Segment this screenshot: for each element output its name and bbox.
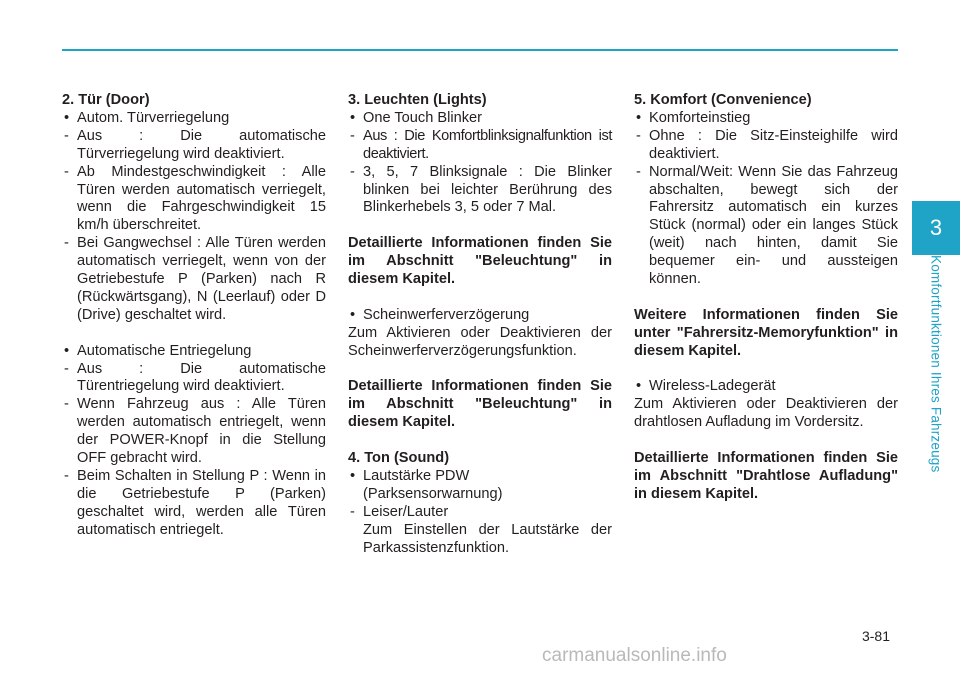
lock-option: - Aus : Die automatische Türverriegelung wird deaktiviert. (62, 128, 326, 164)
details-note: Weitere Informationen finden Sie unter "Fahrersitz-Memoryfunktion" in diesem Kapitel. (634, 306, 898, 359)
section-title-sound: 4. Ton (Sound) (348, 450, 450, 467)
bullet-pdw-volume: • Lautstärke PDW (Parksensorwarnung) (348, 468, 612, 504)
details-note: Detaillierte Informationen finden Sie im Abschnitt "Beleuchtung" in diesem Kapitel. (348, 378, 612, 431)
details-note: Detaillierte Informationen finden Sie im Abschnitt "Beleuchtung" in diesem Kapitel. (348, 235, 612, 288)
bullet-auto-lock: • Autom. Türverriegelung (62, 110, 326, 128)
bullet-one-touch-blinker: • One Touch Blinker (348, 110, 612, 128)
headlamp-text: Zum Aktivieren oder Deaktivieren der Scheinwerferverzögerungsfunktion. (348, 324, 612, 359)
column-3 (634, 92, 898, 504)
chapter-title: Komfortfunktionen Ihres Fahrzeugs (928, 255, 944, 473)
details-note: Detaillierte Informationen finden Sie im Abschnitt "Drahtlose Aufladung" in diesem Kapitel. (634, 450, 898, 502)
blinker-option: - Aus : Die Komfortblinksignalfunktion ist deaktiviert. (348, 128, 612, 164)
blinker-option: - 3, 5, 7 Blinksignale : Die Blinker blinken bei leichter Berührung des Blinkerhebels 3, 5 oder 7 Mal. (348, 164, 612, 218)
header-rule (62, 49, 898, 51)
page-number: 3-81 (861, 628, 890, 644)
bullet-comfort-entry: • Komforteinstieg (634, 110, 898, 128)
unlock-option: - Beim Schalten in Stellung P : Wenn in die Getriebestufe P (Parken) geschaltet wird, werden alle Türen automatisch entriegelt. (62, 468, 326, 540)
column-2 (348, 92, 612, 558)
unlock-option: - Wenn Fahrzeug aus : Alle Türen werden automatisch entriegelt, wenn der POWER-Knopf in die Stellung OFF gebracht wird. (62, 396, 326, 468)
section-title-convenience: 5. Komfort (Convenience) (634, 92, 812, 108)
wireless-text: Zum Aktivieren oder Deaktivieren der drahtlosen Aufladung im Vordersitz. (634, 396, 898, 431)
volume-text: Zum Einstellen der Lautstärke der Parkassistenzfunktion. (363, 521, 612, 556)
chapter-number-tab (912, 201, 960, 255)
watermark: carmanualsonline.info (542, 645, 727, 666)
column-1 (62, 92, 326, 540)
lock-option: - Ab Mindestgeschwindigkeit : Alle Türen werden automatisch verriegelt, wenn die Fahrgeschwindigkeit 15 km/h überschreitet. (62, 164, 326, 236)
entry-option: - Normal/Weit: Wenn Sie das Fahrzeug abschalten, bewegt sich der Fahrersitz automatisch ein kurzes Stück (normal) oder ein langes Stück (weit) nach hinten, damit Sie bequemer ein- und aussteigen können. (634, 164, 898, 289)
unlock-option: - Aus : Die automatische Türentriegelung wird deaktiviert. (62, 361, 326, 397)
section-title-door: 2. Tür (Door) (62, 92, 150, 108)
lock-option: - Bei Gangwechsel : Alle Türen werden automatisch verriegelt, wenn von der Getriebestufe P (Parken) nach R (Rückwärtsgang), N (Leerlauf) oder D (Drive) geschaltet wird. (62, 235, 326, 325)
bullet-headlamp-delay: • Scheinwerferverzögerung (348, 307, 612, 325)
bullet-wireless-charger: • Wireless-Ladegerät (634, 378, 898, 396)
volume-option: - Leiser/Lauter (348, 504, 612, 522)
entry-option: - Ohne : Die Sitz-Einsteighilfe wird deaktiviert. (634, 128, 898, 164)
chapter-number: 3 (929, 215, 943, 240)
section-title-lights: 3. Leuchten (Lights) (348, 92, 487, 108)
bullet-auto-unlock: • Automatische Entriegelung (62, 343, 326, 361)
